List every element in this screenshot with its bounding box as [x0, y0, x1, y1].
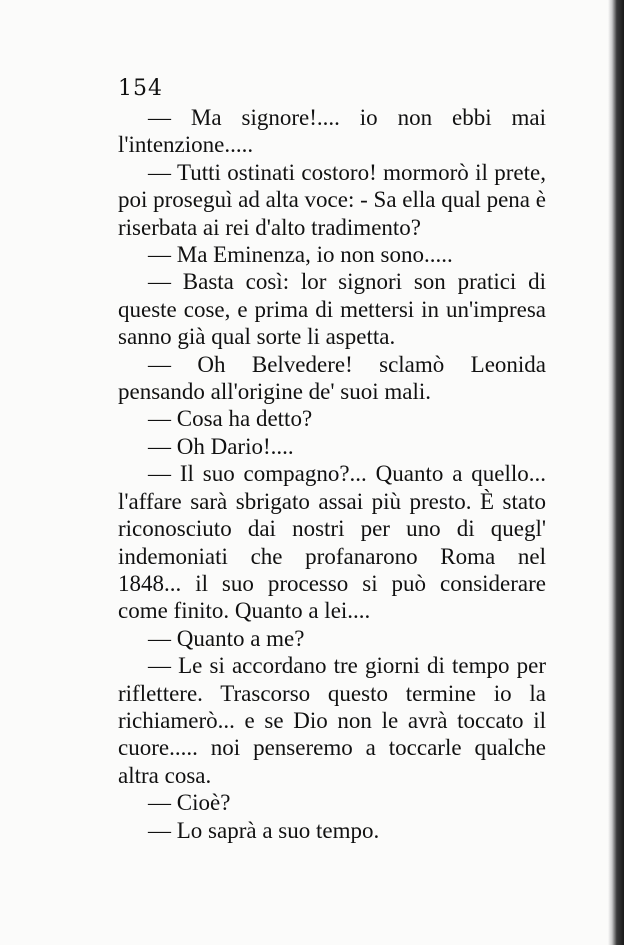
- paragraph: — Ma signore!.... io non ebbi mai l'intenzione.....: [118, 105, 546, 158]
- paragraph: — Quanto a me?: [148, 625, 305, 651]
- paragraph: — Oh Belvedere! sclamò Leonida pensando all'origine de' suoi mali.: [118, 351, 546, 405]
- page-binding-edge: [608, 0, 624, 945]
- page-text: [118, 104, 546, 844]
- paragraph: — Le si accordano tre giorni di tempo per riflettere. Trascorso questo termine io la richiamerò... e se Dio non le avrà toccato il cuore..... noi penseremo a toccarle qualche altra cosa.: [118, 653, 546, 788]
- paragraph: — Cosa ha detto?: [148, 406, 313, 432]
- paragraph: — Ma Eminenza, io non sono.....: [148, 242, 453, 268]
- page-number: 154: [118, 76, 163, 101]
- paragraph: — Cioè?: [148, 790, 231, 816]
- paragraph: — Il suo compagno?... Quanto a quello... l'affare sarà sbrigato assai più presto. È stato riconosciuto dai nostri per uno di quegl' indemoniati che profanarono Roma nel 1848... il suo processo si può considerare come finito. Quanto a lei....: [118, 461, 546, 624]
- paragraph: — Basta così: lor signori son pratici di queste cose, e prima di mettersi in un'impresa sanno già qual sorte li aspetta.: [118, 269, 546, 350]
- paragraph: — Oh Dario!....: [148, 433, 294, 459]
- paragraph: — Lo saprà a suo tempo.: [148, 817, 380, 843]
- paragraph: — Tutti ostinati costoro! mormorò il prete, poi proseguì ad alta voce: - Sa ella qual pena è riserbata ai rei d'alto tradimento?: [118, 159, 546, 240]
